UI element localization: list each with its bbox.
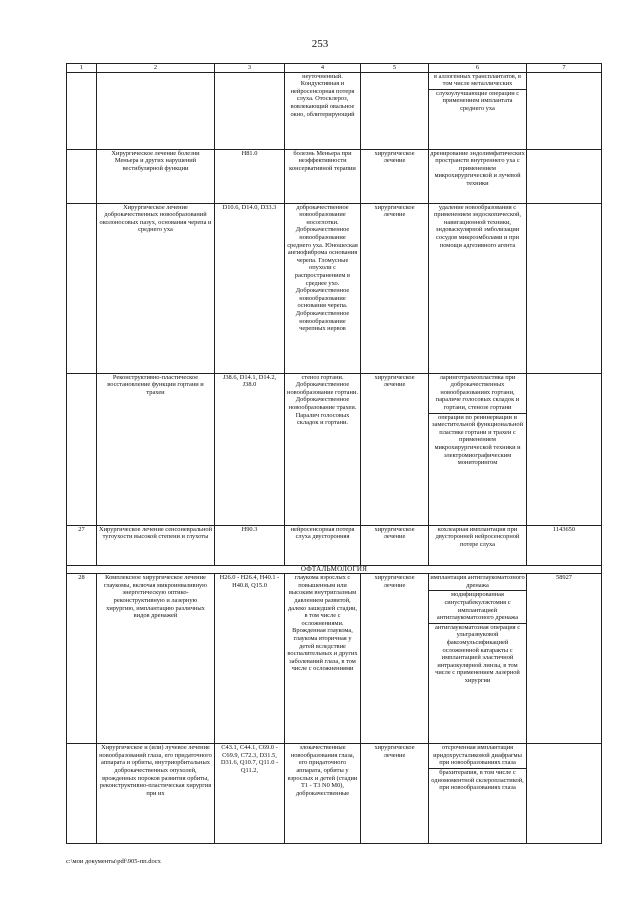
procedures-table [66,63,602,844]
icd-codes: H90.3 [215,525,285,565]
method-item: отсроченная имплантация иридохрусталиковой диафрагмы при новообразованиях глаза [429,744,526,769]
row-number [67,149,97,203]
file-path-footer: c:\мои документы\pdf\905-пп.docx [66,858,161,865]
method-item: операции по реиннервации и заместительной функциональной пластике гортани и трахеи с применением микрохирургической техники и электромиографическим мониторингом [431,413,523,467]
norm-cost [527,744,602,844]
method-cell [429,149,527,203]
method-cell [429,203,527,373]
row-number [67,203,97,373]
treatment-kind: хирургическое лечение [361,373,429,525]
table-row [67,72,602,149]
method-item: ларинготрахеопластика при доброкачественных новообразованиях гортани, параличе голосовых складок и гортани, стенозе гортани [429,374,526,414]
row-number [67,373,97,525]
method-item: брахитерапия, в том числе с одномоментной склеропластикой, при новообразованиях глаза [431,768,524,792]
model-description: злокачественные новообразования глаза, его придаточного аппарата, орбиты у взрослых и детей (стадии T1 - T3 N0 M0), доброкачественные [285,744,361,844]
treatment-type: Хирургическое лечение болезни Меньера и других нарушений вестибулярной функции [97,149,215,203]
treatment-kind: хирургическое лечение [361,149,429,203]
model-description: неуточненный. Кондуктивная и нейросенсорная потеря слуха. Отосклероз, вовлекающий овальное окно, облитерирующий [285,72,361,149]
method-item: кохлеарная имплантация при двусторонней нейросенсорной потере слуха [435,525,520,548]
header-cell: 7 [527,64,602,73]
norm-cost: 58927 [527,574,602,744]
norm-cost [527,203,602,373]
method-item: удаление новообразования с применением эндоскопической, навигационной техники, эндоваскулярной эмболизации сосудов микроэмболами и при помощи адгезивного агента [434,203,521,249]
model-description: нейросенсорная потеря слуха двусторонняя [285,525,361,565]
method-cell [429,72,527,149]
treatment-type [97,72,215,149]
row-number: 27 [67,525,97,565]
treatment-type: Комплексное хирургическое лечение глаукомы, включая микроинвазивную энергетическую оптико-реконструктивную и лазерную хирургию, имплантацию различных видов дренажей [97,574,215,744]
row-number: 28 [67,574,97,744]
method-item: слухоулучшающие операции с применением имплантата среднего уха [435,89,520,112]
section-title: ОФТАЛЬМОЛОГИЯ [67,565,602,574]
model-description: стеноз гортани. Доброкачественное новообразование гортани. Доброкачественное новообразование трахеи. Паралич голосовых складок и гортани. [285,373,361,525]
header-cell: 6 [429,64,527,73]
table-row [67,744,602,844]
header-cell: 3 [215,64,285,73]
method-item: в аллогенных трансплантатов, в том числе металлических [429,73,526,90]
treatment-kind: хирургическое лечение [361,525,429,565]
method-cell [429,373,527,525]
treatment-type: Хирургическое и (или) лучевое лечение новообразований глаза, его придаточного аппарата и орбиты, внутриорбитальных доброкачественных опухолей, врожденных пороков развития орбиты, реконструктивно-пластическая хирургия при их [97,744,215,844]
table-row [67,525,602,565]
treatment-type: Хирургическое лечение сенсоневральной тугоухости высокой степени и глухоты [97,525,215,565]
treatment-type: Хирургическое лечение доброкачественных новообразований околоносовых пазух, основания черепа и среднего уха [97,203,215,373]
header-cell: 2 [97,64,215,73]
row-number [67,744,97,844]
icd-codes: H26.0 - H26.4, H40.1 - H40.8, Q15.0 [215,574,285,744]
page-number: 253 [311,38,329,50]
norm-cost [527,149,602,203]
table-row [67,203,602,373]
header-row [67,64,602,73]
model-description: болезнь Меньера при неэффективности консервативной терапии [285,149,361,203]
method-item: антиглаукоматозная операция с ультразвуковой факоэмульсификацией осложненной катаракты с имплантацией эластичной интраокулярной линзы, в том числе с применением лазерной хирургии [434,623,521,684]
model-description: доброкачественное новообразование носоглотки. Доброкачественное новообразование среднего уха. Юношеская ангиофиброма основания черепа. Гломусные опухоли с распространением в среднее ухо. Доброкачественное новообразование основания черепа. Доброкачественное новообразование черепных нервов [285,203,361,373]
norm-cost [527,373,602,525]
norm-cost: 1143650 [527,525,602,565]
treatment-kind: хирургическое лечение [361,203,429,373]
table-row [67,574,602,744]
icd-codes: D10.6, D14.0, D33.3 [215,203,285,373]
model-description: глаукома взрослых с повышенным или высоким внутриглазным давлением развитой, далеко зашедшей стадии, в том числе с осложнениями. Врожденная глаукома, глаукома вторичная у детей вследствие воспалительных и других заболеваний глаза, в том числе с осложнениями [285,574,361,744]
treatment-kind: хирургическое лечение [361,744,429,844]
treatment-kind [361,72,429,149]
method-cell [429,525,527,565]
treatment-type: Реконструктивно-пластическое восстановление функции гортани и трахеи [97,373,215,525]
method-cell [429,574,527,744]
icd-codes [215,72,285,149]
table-row [67,149,602,203]
header-cell: 5 [361,64,429,73]
method-item: дренирование эндолимфатических пространств внутреннего уха с применением микрохирургической и лучевой техники [430,149,525,187]
header-cell: 4 [285,64,361,73]
icd-codes: J38.6, D14.1, D14.2, J38.0 [215,373,285,525]
method-item: модифицированная синустрабекулэктомия с имплантацией антиглаукоматозного дренажа [429,591,526,623]
method-cell [429,744,527,844]
method-item: имплантация антиглаукоматозного дренажа [429,574,526,591]
icd-codes: H81.0 [215,149,285,203]
norm-cost [527,72,602,149]
section-row [67,565,602,574]
header-cell: 1 [67,64,97,73]
icd-codes: C43.1, C44.1, C69.0 - C69.9, C72.3, D31.5, D31.6, Q10.7, Q11.0 - Q11.2, [215,744,285,844]
row-number [67,72,97,149]
table-row [67,373,602,525]
treatment-kind: хирургическое лечение [361,574,429,744]
